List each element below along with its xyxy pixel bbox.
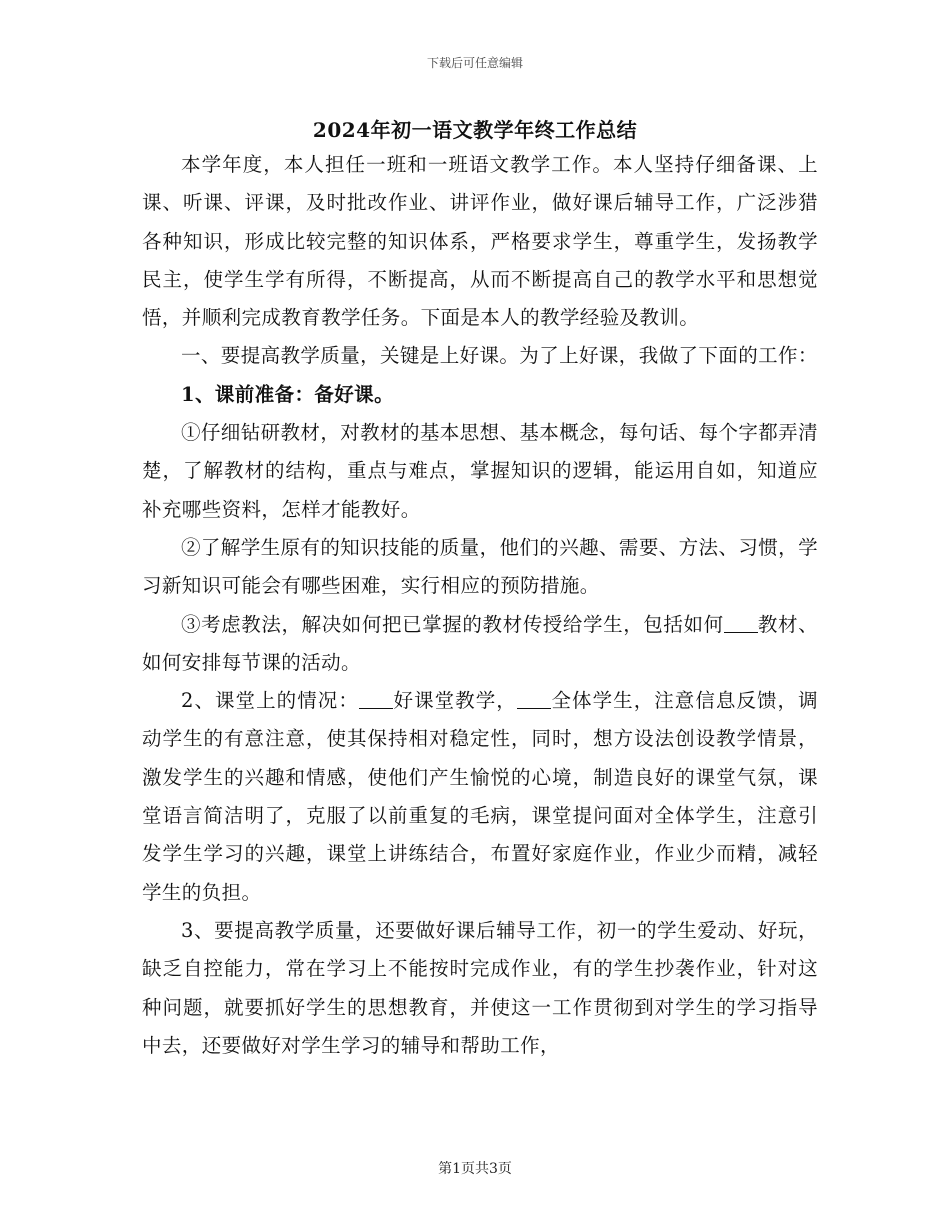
document-body (142, 146, 818, 1065)
classroom-text-c: 全体学生，注意信息反馈，调动学生的有意注意，使其保持相对稳定性，同时，想方设法创设教学情景，激发学生的兴趣和情感，使他们产生愉悦的心境，制造良好的课堂气氛，课堂语言简洁明了，克服了以前重复的毛病，课堂提问面对全体学生，注意引发学生学习的兴趣，课堂上讲练结合，布置好家庭作业，作业少而精，减轻学生的负担。 (142, 689, 819, 904)
fill-in-blank (359, 689, 393, 710)
classroom-text-b: 好课堂教学， (392, 689, 517, 713)
section-one-paragraph: 一、要提高教学质量，关键是上好课。为了上好课，我做了下面的工作： (181, 344, 818, 368)
tutoring-paragraph: 3、要提高教学质量，还要做好课后辅导工作，初一的学生爱动、好玩，缺乏自控能力，常在学习上不能按时完成作业，有的学生抄袭作业，针对这种问题，就要抓好学生的思想教育，并使这一工作贯彻到对学生的学习指导中去，还要做好对学生学习的辅导和帮助工作， (142, 918, 818, 1057)
list-item-3-text-b: 教材、如何安排每节课的活动。 (142, 612, 818, 674)
list-item-1: ①仔细钻研教材，对教材的基本思想、基本概念，每句话、每个字都弄清楚，了解教材的结构，重点与难点，掌握知识的逻辑，能运用自如，知道应补充哪些资料，怎样才能教好。 (142, 421, 818, 521)
page-number: 第1页共3页 (438, 1161, 512, 1177)
header-note: 下载后可任意编辑 (426, 56, 523, 70)
classroom-paragraph (142, 682, 818, 912)
fill-in-blank (724, 612, 758, 633)
list-item-2: ②了解学生原有的知识技能的质量，他们的兴趣、需要、方法、习惯，学习新知识可能会有哪些困难，实行相应的预防措施。 (142, 535, 818, 598)
fill-in-blank (517, 689, 551, 710)
classroom-text-a: 2、课堂上的情况： (181, 689, 359, 713)
document-title: 2024年初一语文教学年终工作总结 (312, 118, 638, 142)
list-item-3 (142, 606, 818, 683)
list-item-3-text-a: ③考虑教法，解决如何把已掌握的教材传授给学生，包括如何 (181, 612, 724, 636)
subheading-prep: 1、课前准备：备好课。 (181, 382, 394, 406)
intro-paragraph: 本学年度，本人担任一班和一班语文教学工作。本人坚持仔细备课、上课、听课、评课，及时批改作业、讲评作业，做好课后辅导工作，广泛涉猎各种知识，形成比较完整的知识体系，严格要求学生，尊重学生，发扬教学民主，使学生学有所得，不断提高，从而不断提高自己的教学水平和思想觉悟，并顺利完成教育教学任务。下面是本人的教学经验及教训。 (142, 153, 818, 330)
